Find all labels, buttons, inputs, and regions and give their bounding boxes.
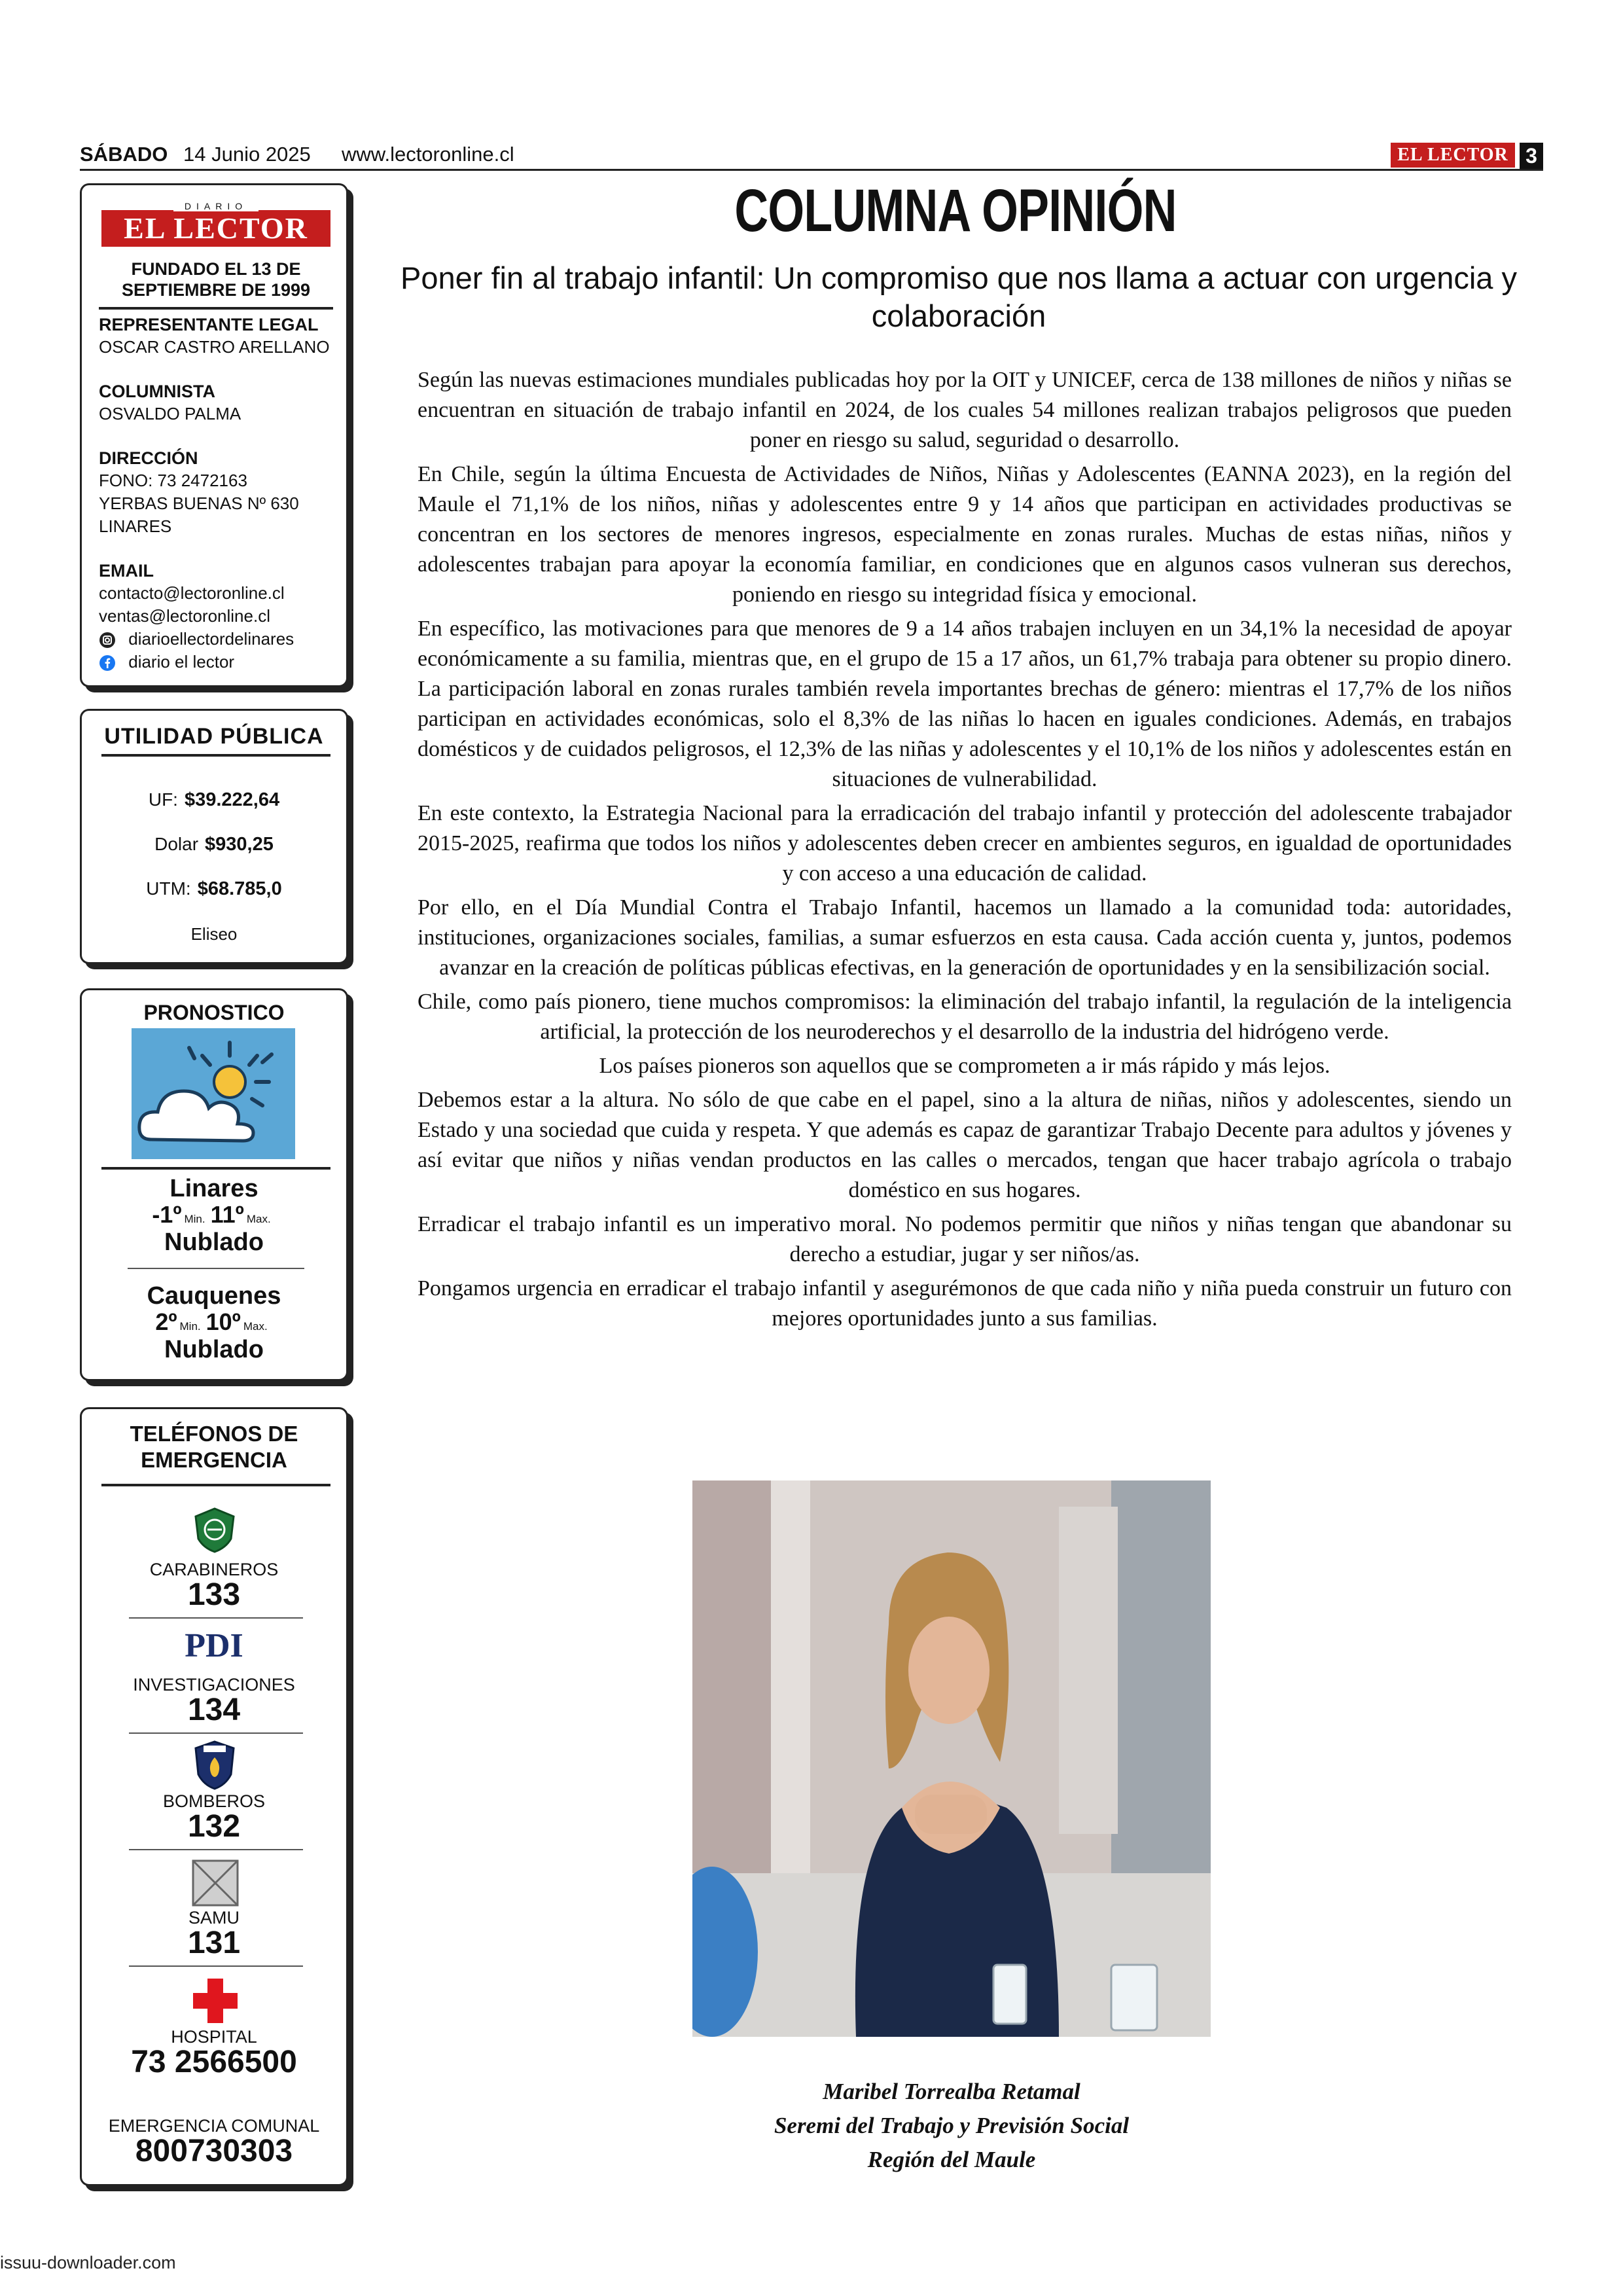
weather-temps-linares — [82, 1201, 346, 1229]
max-label: Max. — [243, 1320, 268, 1333]
facebook-row[interactable] — [99, 651, 234, 673]
phone-name-samu: SAMU — [188, 1908, 240, 1928]
divider — [129, 1849, 303, 1850]
watermark-text: issuu-downloader.com — [0, 2253, 176, 2272]
article-paragraph: Por ello, en el Día Mundial Contra el Trabajo Infantil, hacemos un llamado a la comunidad toda: autoridades, instituciones, organizaciones sociales, familias, a sumar esfuerzos en esta causa. Cada acción cuenta y, juntos, podemos avanzar en la creación de políticas públicas efectivas, en la generación de oportunidades y en la sensibilización social. — [418, 895, 1512, 980]
article-paragraph: En este contexto, la Estrategia Nacional para la erradicación del trabajo infantil y protección del adolescente trabajador 2015-2025, reafirma que todos los niños y adolescentes deben crecer en ambientes seguros, en igualdad de oportunidades y con acceso a una educación de calidad. — [418, 801, 1512, 886]
divider — [99, 307, 333, 310]
utility-title: UTILIDAD PÚBLICA — [104, 724, 324, 749]
address-label: DIRECCIÓN — [99, 448, 198, 468]
min-label: Min. — [184, 1213, 205, 1225]
phone-name-carabineros: CARABINEROS — [149, 1560, 279, 1579]
header-rule — [80, 169, 1543, 171]
weather-temps-cauquenes — [82, 1308, 346, 1336]
phone-name-emergencia-comunal: EMERGENCIA COMUNAL — [108, 2116, 320, 2136]
logo-main-text: EL LECTOR — [101, 210, 330, 247]
weather-title: PRONOSTICO — [143, 1001, 285, 1024]
masthead-info-box — [80, 183, 348, 687]
email-ventas[interactable]: ventas@lectoronline.cl — [99, 606, 270, 626]
author-region: Región del Maule — [867, 2147, 1036, 2172]
section-headline: COLUMNA OPINIÓN — [734, 177, 1177, 244]
header-date: 14 Junio 2025 — [183, 143, 311, 166]
max-temp: 11º — [210, 1201, 244, 1228]
weather-box — [80, 988, 348, 1381]
address-city: LINARES — [99, 516, 172, 536]
legal-label: REPRESENTANTE LEGAL — [99, 315, 319, 334]
cloud-sun-icon — [132, 1028, 295, 1159]
phone-number-samu[interactable]: 131 — [187, 1926, 241, 1960]
uf-value: $39.222,64 — [184, 789, 280, 810]
author-role: Seremi del Trabajo y Previsión Social — [774, 2113, 1130, 2138]
min-temp: 2º — [155, 1308, 177, 1335]
weather-condition-cauquenes: Nublado — [164, 1336, 264, 1363]
article-paragraph: Erradicar el trabajo infantil es un imperativo moral. No podemos permitir que niños y niñas tengan que abandonar su derecho a estudiar, jugar y ser niños/as. — [418, 1212, 1512, 1266]
utm-value: $68.785,0 — [197, 878, 282, 899]
author-name: Maribel Torrealba Retamal — [823, 2079, 1080, 2104]
divider — [101, 1167, 330, 1170]
article-paragraph: En específico, las motivaciones para que menores de 9 a 14 años trabajen incluyen en un 34,1% la necesidad de apoyar económicamente a su familia, mientras que, en el grupo de 15 a 17 años, un 61,7% trabaja para obtener su propio dinero. La participación laboral en zonas rurales también revela importantes brechas de género: mientras el 17,7% de los niños participan en actividades económicas, solo el 8,3% de las niñas lo hacen en iguales condiciones. Además, en trabajos domésticos y de cuidados peligrosos, el 12,3% de las niñas y adolescentes y el 10,1% de los niños y adolescentes están en situaciones de vulnerabilidad. — [418, 617, 1512, 791]
divider — [129, 1617, 303, 1619]
phone-name-investigaciones: INVESTIGACIONES — [133, 1675, 295, 1695]
utm-label: UTM: — [146, 878, 191, 899]
header-day: SÁBADO — [80, 143, 168, 166]
instagram-icon — [99, 632, 116, 649]
instagram-row[interactable] — [99, 628, 294, 651]
weather-city-linares: Linares — [169, 1175, 259, 1202]
divider — [128, 1268, 304, 1269]
article-paragraph: Chile, como país pionero, tiene muchos compromisos: la eliminación del trabajo infantil, la regulación de la inteligencia artificial, la protección de los neuroderechos y el desarrollo de la industria del hidrógeno verde. — [418, 990, 1512, 1044]
header-logo: EL LECTOR — [1391, 143, 1515, 168]
pdi-logo-icon: PDI — [185, 1627, 243, 1664]
article-paragraph: Según las nuevas estimaciones mundiales publicadas hoy por la OIT y UNICEF, cerca de 138 millones de niños y niñas se encuentran en situación de trabajo infantil en 2024, de los cuales 54 millones realizan trabajos peligrosos que pueden poner en riesgo su salud, seguridad o desarrollo. — [418, 368, 1512, 452]
header-url[interactable]: www.lectoronline.cl — [342, 143, 514, 166]
phone-number-bomberos[interactable]: 132 — [187, 1809, 241, 1844]
utm-row — [82, 878, 346, 900]
carabineros-badge-icon — [193, 1507, 236, 1553]
phone-number-investigaciones[interactable]: 134 — [187, 1693, 241, 1727]
dolar-label: Dolar — [154, 834, 199, 854]
uf-label: UF: — [148, 789, 178, 810]
phone-name-hospital: HOSPITAL — [171, 2027, 257, 2047]
article-paragraph: Los países pioneros son aquellos que se comprometen a ir más rápido y más lejos. — [599, 1054, 1330, 1078]
columnist-label: COLUMNISTA — [99, 382, 215, 401]
weather-condition-linares: Nublado — [164, 1229, 264, 1256]
instagram-handle: diarioellectordelinares — [128, 629, 294, 649]
founded-text: FUNDADO EL 13 DE SEPTIEMBRE DE 1999 — [121, 259, 311, 300]
facebook-handle: diario el lector — [128, 652, 235, 672]
divider — [129, 1965, 303, 1967]
email-contacto[interactable]: contacto@lectoronline.cl — [99, 583, 285, 603]
address-street: YERBAS BUENAS Nº 630 — [99, 493, 299, 513]
article-body — [418, 365, 1512, 1338]
bomberos-shield-icon — [193, 1739, 236, 1791]
phone-number-emergencia-comunal[interactable]: 800730303 — [135, 2134, 293, 2168]
dolar-row — [82, 834, 346, 855]
dolar-value: $930,25 — [205, 834, 274, 855]
divider — [101, 754, 330, 757]
emergency-phones-box — [80, 1407, 348, 2186]
logo-small-text: DIARIO — [173, 201, 259, 211]
author-photo — [692, 1480, 1211, 2037]
article-paragraph: Debemos estar a la altura. No sólo de que cabe en el papel, sino a la altura de niñas, niños y adolescentes, siendo un Estado y una sociedad que cuida y respeta. Y que además es capaz de garantizar Trabajo Decente para adultos y jóvenes y así evitar que niños y niñas vendan productos en las calles o mercados, tengan que hacer trabajo agrícola o trabajo doméstico en sus hogares. — [418, 1088, 1512, 1202]
phone-number-carabineros[interactable]: 133 — [187, 1577, 241, 1612]
author-caption — [692, 2075, 1211, 2177]
utility-credit: Eliseo — [190, 924, 238, 944]
max-temp: 10º — [205, 1308, 241, 1335]
divider — [129, 1732, 303, 1734]
facebook-icon — [99, 655, 116, 672]
max-label: Max. — [246, 1213, 271, 1225]
min-temp: -1º — [152, 1201, 182, 1228]
phone-name-bomberos: BOMBEROS — [162, 1791, 266, 1811]
red-cross-icon — [190, 1976, 240, 2026]
min-label: Min. — [179, 1320, 201, 1333]
address-phone: FONO: 73 2472163 — [99, 471, 247, 490]
columnist-value: OSVALDO PALMA — [99, 404, 241, 423]
phones-title: TELÉFONOS DE EMERGENCIA — [130, 1422, 298, 1472]
article-title: Poner fin al trabajo infantil: Un compromiso que nos llama a actuar con urgencia y colaboración — [401, 260, 1517, 333]
article-paragraph: Pongamos urgencia en erradicar el trabajo infantil y asegurémonos de que cada niño y niña pueda construir un futuro con mejores oportunidades junto a sus familias. — [418, 1276, 1512, 1331]
uf-row — [82, 789, 346, 811]
divider — [101, 1484, 330, 1486]
weather-city-cauquenes: Cauquenes — [147, 1282, 281, 1310]
samu-placeholder-icon — [192, 1859, 239, 1907]
utility-box — [80, 709, 348, 964]
phone-number-hospital[interactable]: 73 2566500 — [131, 2045, 297, 2079]
legal-value: OSCAR CASTRO ARELLANO — [99, 337, 330, 357]
article-paragraph: En Chile, según la última Encuesta de Actividades de Niños, Niñas y Adolescentes (EANNA 2023), en la región del Maule el 71,1% de los niños, niñas y adolescentes entre 9 y 14 años que participan en actividades productivas se concentran en los sectores de menores ingresos, especialmente en zonas rurales. Muchas de estas niñas, niños y adolescentes trabajan para apoyar la economía familiar, en condiciones que en algunos casos vulneran sus derechos, poniendo en riesgo su integridad física y emocional. — [418, 462, 1512, 607]
newspaper-logo — [101, 201, 330, 245]
email-label: EMAIL — [99, 561, 154, 581]
page-number: 3 — [1520, 143, 1543, 169]
